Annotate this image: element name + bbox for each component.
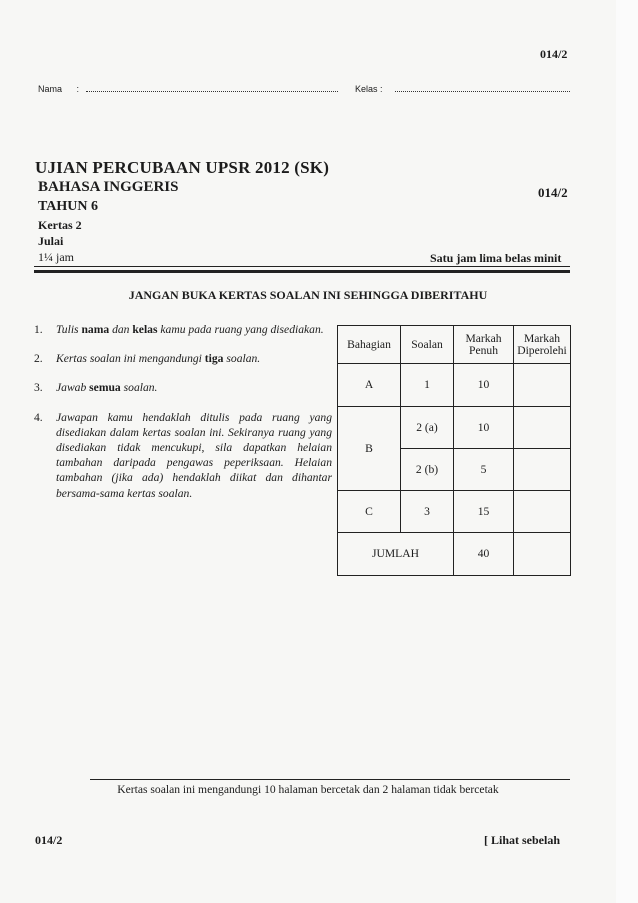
table-row bbox=[338, 364, 571, 407]
duration-fraction: 1¼ bbox=[38, 250, 53, 264]
year-level: TAHUN 6 bbox=[38, 199, 99, 214]
total-label: JUMLAH bbox=[338, 533, 454, 576]
paper-code: 014/2 bbox=[538, 185, 568, 200]
cell-bahagian: B bbox=[338, 407, 401, 491]
exam-title: UJIAN PERCUBAAN UPSR 2012 (SK) bbox=[35, 158, 330, 177]
duration-unit: jam bbox=[56, 250, 74, 264]
footer-paper-code: 014/2 bbox=[35, 833, 63, 847]
cell-soalan: 2 (a) bbox=[401, 407, 454, 449]
header-markah-penuh: Markah Penuh bbox=[454, 326, 514, 364]
cell-markah-penuh: 10 bbox=[454, 407, 514, 449]
divider-thin bbox=[34, 266, 570, 267]
class-field-line bbox=[395, 91, 570, 92]
duration-words: Satu jam lima belas minit bbox=[430, 251, 562, 265]
cell-soalan: 3 bbox=[401, 491, 454, 533]
instruction-item: 3. Jawab semua soalan. bbox=[34, 381, 158, 395]
table-row bbox=[338, 491, 571, 533]
instruction-item: 2. Kertas soalan ini mengandungi tiga soalan. bbox=[34, 352, 261, 366]
cell-markah-diperolehi bbox=[514, 407, 571, 449]
cell-markah-penuh: 5 bbox=[454, 449, 514, 491]
instructions bbox=[34, 322, 332, 515]
header-soalan: Soalan bbox=[401, 326, 454, 364]
exam-month: Julai bbox=[38, 234, 64, 248]
divider-thick bbox=[34, 270, 570, 273]
duration bbox=[38, 250, 74, 265]
cell-markah-diperolehi bbox=[514, 491, 571, 533]
paper-number: Kertas 2 bbox=[38, 218, 82, 232]
cell-markah-diperolehi bbox=[514, 449, 571, 491]
turn-over-note: [ Lihat sebelah bbox=[484, 833, 561, 847]
table-row bbox=[338, 407, 571, 449]
page-count-note: Kertas soalan ini mengandungi 10 halaman bercetak dan 2 halaman tidak bercetak bbox=[117, 783, 499, 796]
warning-text: JANGAN BUKA KERTAS SOALAN INI SEHINGGA DIBERITAHU bbox=[128, 288, 488, 302]
name-field-label: Nama : bbox=[38, 84, 80, 94]
table-total-row bbox=[338, 533, 571, 576]
paper-code-top: 014/2 bbox=[540, 47, 568, 61]
table-header-row bbox=[338, 326, 571, 364]
total-diperolehi bbox=[514, 533, 571, 576]
cell-soalan: 2 (b) bbox=[401, 449, 454, 491]
header-markah-diperolehi: Markah Diperolehi bbox=[514, 326, 571, 364]
instruction-item: 4. Jawapan kamu hendaklah ditulis pada ruang yang disediakan dalam kertas soalan ini. Sekiranya ruang yang disediakan tidak mencukupi, sila dapatkan helaian tambahan daripada pengawas peperiksaan. Helaian tambahan (jika ada) hendaklah diikat dan dihantar bersama-sama kertas soalan. bbox=[34, 410, 332, 500]
subject-name: BAHASA INGGERIS bbox=[38, 179, 179, 195]
cell-markah-penuh: 10 bbox=[454, 364, 514, 407]
cell-markah-penuh: 15 bbox=[454, 491, 514, 533]
cell-markah-diperolehi bbox=[514, 364, 571, 407]
instruction-item: 1. Tulis nama dan kelas kamu pada ruang yang disediakan. bbox=[34, 323, 324, 336]
cell-bahagian: A bbox=[338, 364, 401, 407]
scan-margin bbox=[616, 0, 638, 903]
marks-table bbox=[337, 325, 571, 576]
total-value: 40 bbox=[454, 533, 514, 576]
header-bahagian: Bahagian bbox=[338, 326, 401, 364]
footer-divider bbox=[90, 779, 570, 780]
name-field-line bbox=[86, 91, 338, 92]
class-field-label: Kelas : bbox=[355, 84, 383, 94]
cell-bahagian: C bbox=[338, 491, 401, 533]
cell-soalan: 1 bbox=[401, 364, 454, 407]
